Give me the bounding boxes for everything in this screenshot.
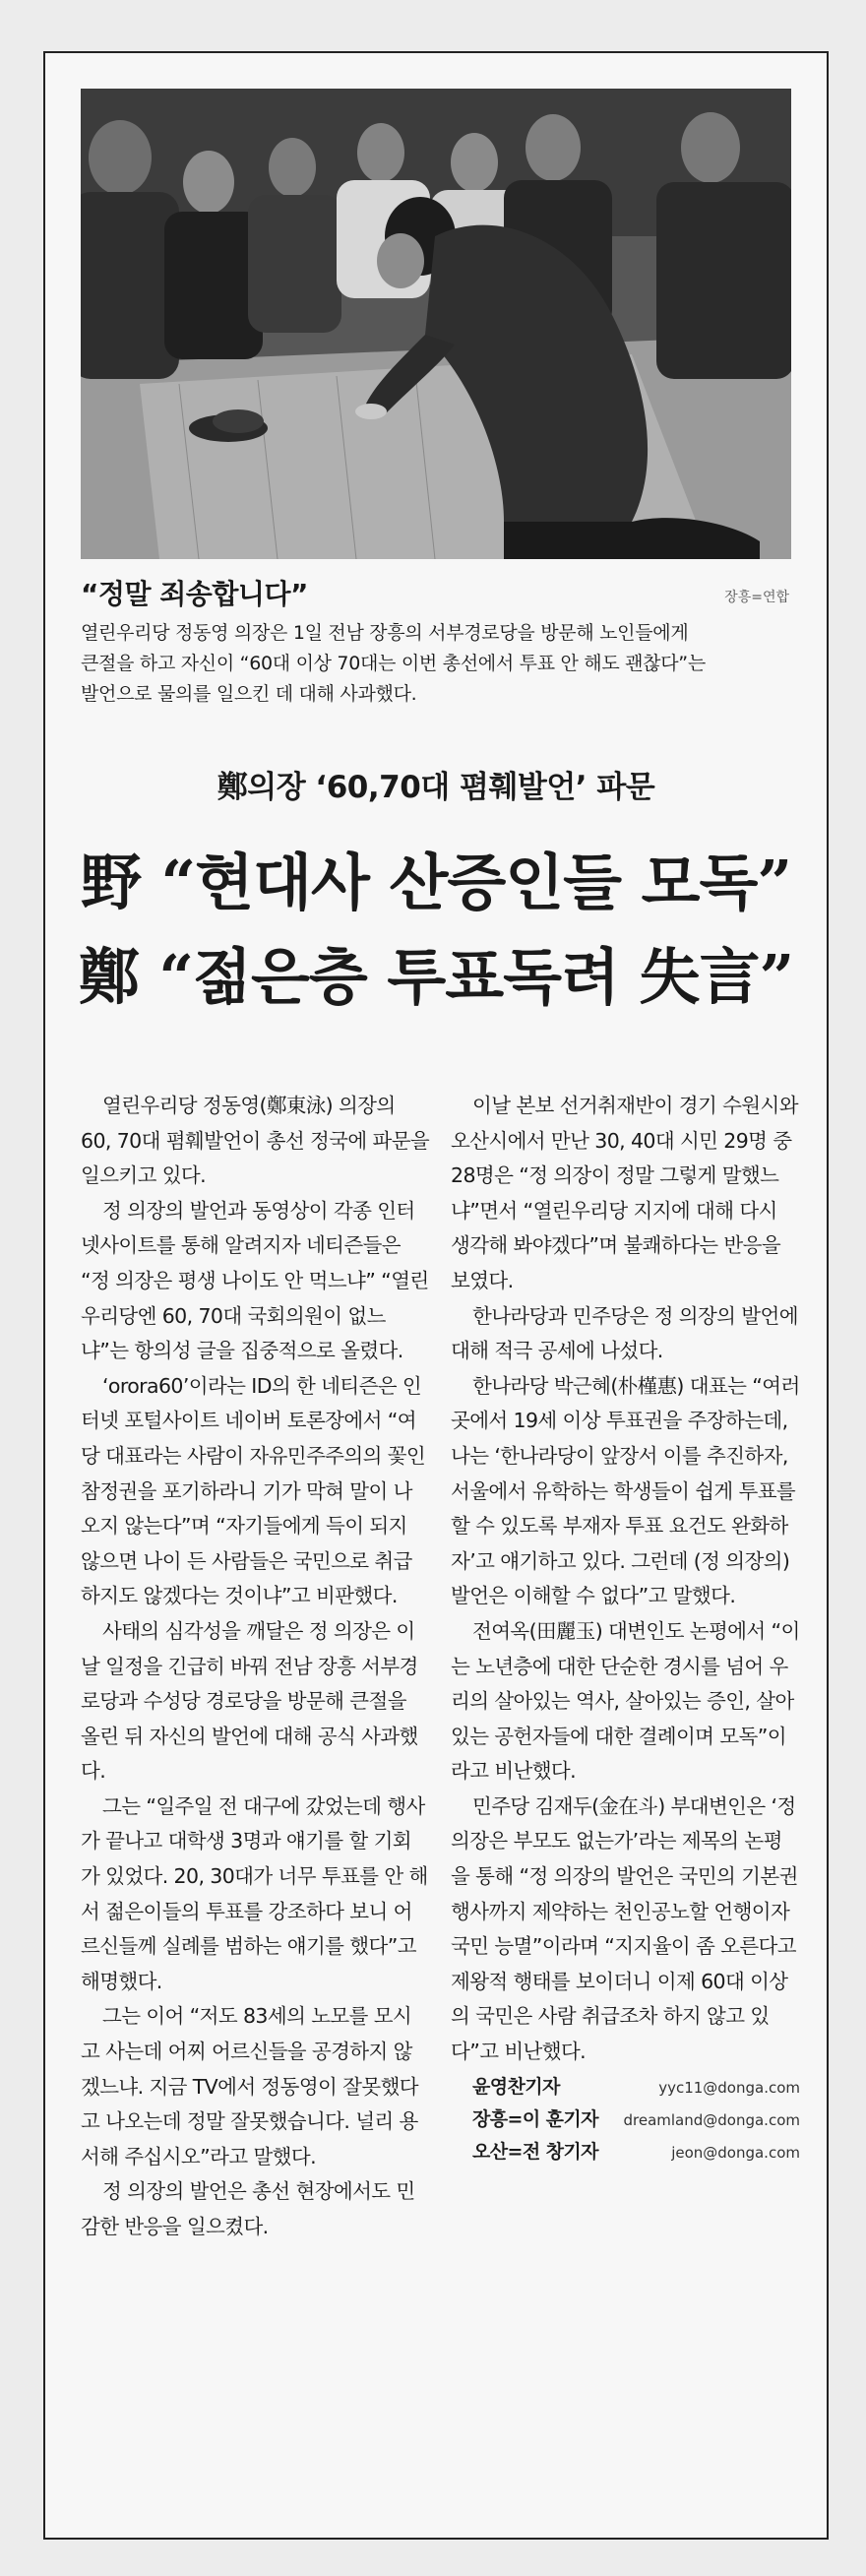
photo-caption-title: “정말 죄송합니다” (81, 578, 308, 610)
paragraph: 정 의장의 발언과 동영상이 각종 인터넷사이트를 통해 알려지자 네티즌들은 “정 의장은 평생 나이도 안 먹느냐” “열린우리당엔 60, 70대 국회의원이 없느냐”는 항의성 글을 집중적으로 올렸다. (81, 1198, 429, 1363)
paragraph: 한나라당 박근혜(朴槿惠) 대표는 “여러 곳에서 19세 이상 투표권을 주장하는데, 나는 ‘한나라당이 앞장서 이를 추진하자, 서울에서 유학하는 학생들이 쉽게 투표를 할 수 있도록 부재자 투표 요건도 완화하자’고 얘기하고 있다. 그런데 (정 의장의) 발언은 이해할 수 없다”고 말했다. (451, 1373, 800, 1608)
reporter-name: 장흥=이 훈기자 (472, 2107, 598, 2130)
reporter-email[interactable]: dreamland@donga.com (623, 2110, 800, 2129)
paragraph: 전여옥(田麗玉) 대변인도 논평에서 “이는 노년층에 대한 단순한 경시를 넘어 우리의 살아있는 역사, 살아있는 증인, 살아있는 공헌자들에 대한 결례이며 모독”이라고 비난했다. (451, 1618, 800, 1784)
news-article (43, 51, 829, 2540)
paragraph: 열린우리당 정동영(鄭東泳) 의장의 60, 70대 폄훼발언이 총선 정국에 파문을 일으키고 있다. (81, 1094, 430, 1188)
article-headline (45, 836, 827, 1025)
news-photo (81, 89, 791, 559)
headline-line-2: 鄭 “젊은층 투표독려 失言” (78, 941, 794, 1013)
byline (451, 2103, 800, 2135)
byline (451, 2070, 800, 2103)
headline-line-1: 野 “현대사 산증인들 모독” (80, 847, 792, 918)
paragraph: 사태의 심각성을 깨달은 정 의장은 이날 일정을 긴급히 바꿔 전남 장흥 서부경로당과 수성당 경로당을 방문해 큰절을 올린 뒤 자신의 발언에 대해 공식 사과했다. (81, 1618, 418, 1784)
article-column-left (81, 1089, 430, 2245)
reporter-name: 윤영찬기자 (472, 2075, 560, 2098)
paragraph: 이날 본보 선거취재반이 경기 수원시와 오산시에서 만난 30, 40대 시민 29명 중 28명은 “정 의장이 정말 그렇게 말했느냐”면서 “열린우리당 지지에 대해 다시 생각해 봐야겠다”며 불쾌하다는 반응을 보였다. (451, 1094, 798, 1292)
paragraph: 한나라당과 민주당은 정 의장의 발언에 대해 적극 공세에 나섰다. (451, 1303, 798, 1363)
reporter-name: 오산=전 창기자 (472, 2140, 598, 2163)
photo-caption (81, 618, 793, 710)
photo-credit: 장흥=연합 (724, 590, 789, 605)
caption-line: 큰절을 하고 자신이 “60대 이상 70대는 이번 총선에서 투표 안 해도 괜찮다”는 (81, 653, 706, 674)
paragraph: 그는 “일주일 전 대구에 갔었는데 행사가 끝나고 대학생 3명과 얘기를 할 기회가 있었다. 20, 30대가 너무 투표를 안 해서 젊은이들의 투표를 강조하다 보니 어르신들께 실례를 범하는 얘기를 했다”고 해명했다. (81, 1793, 428, 1993)
paragraph: 민주당 김재두(金在斗) 부대변인은 ‘정 의장은 부모도 없는가’라는 제목의 논평을 통해 “정 의장의 발언은 국민의 기본권 행사까지 제약하는 천인공노할 언행이자 국민 능멸”이라며 “지지율이 좀 오른다고 제왕적 행태를 보이더니 이제 60대 이상의 국민은 사람 취급조차 하지 않고 있다”고 비난했다. (451, 1793, 798, 2064)
caption-line: 열린우리당 정동영 의장은 1일 전남 장흥의 서부경로당을 방문해 노인들에게 (81, 622, 689, 644)
byline (451, 2135, 800, 2168)
caption-line: 발언으로 물의를 일으킨 데 대해 사과했다. (81, 683, 417, 705)
paragraph: 정 의장의 발언은 총선 현장에서도 민감한 반응을 일으켰다. (81, 2179, 415, 2238)
reporter-email[interactable]: yyc11@donga.com (658, 2078, 800, 2097)
article-subheadline: 鄭의장 ‘60,70대 폄훼발언’ 파문 (216, 770, 655, 805)
article-column-right (451, 1089, 800, 2168)
paragraph: 그는 이어 “저도 83세의 노모를 모시고 사는데 어찌 어르신들을 공경하지 않겠느냐. 지금 TV에서 정동영이 잘못했다고 나오는데 정말 잘못했습니다. 널리 용서해 주십시오”라고 말했다. (81, 2004, 418, 2168)
reporter-email[interactable]: jeon@donga.com (671, 2143, 800, 2162)
paragraph: ‘orora60’이라는 ID의 한 네티즌은 인터넷 포털사이트 네이버 토론장에서 “여당 대표라는 사람이 자유민주주의의 꽃인 참정권을 포기하라니 기가 막혀 말이 나오지 않는다”며 “자기들에게 득이 되지 않으면 나이 든 사람들은 국민으로 취급하지도 않겠다는 것이냐”고 비판했다. (81, 1373, 426, 1608)
